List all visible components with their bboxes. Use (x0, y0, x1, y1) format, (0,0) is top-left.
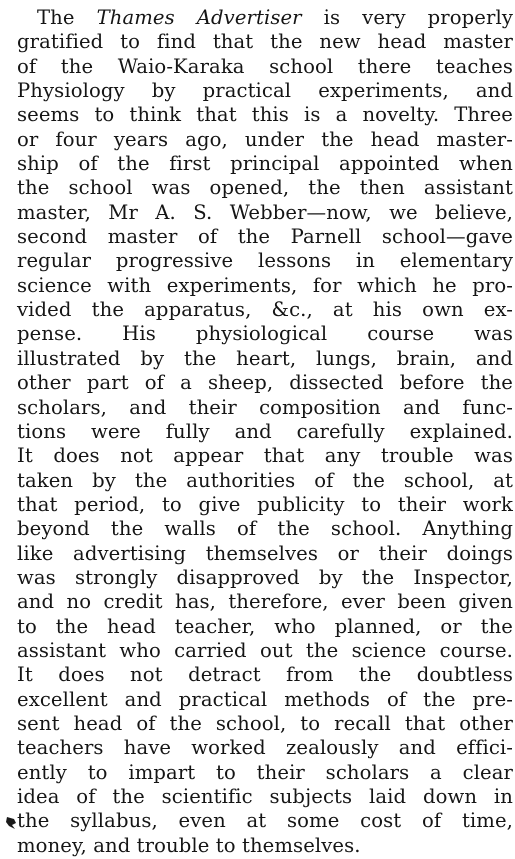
article-line (17, 6, 513, 30)
article-line: the school was opened, the then assistant (17, 176, 513, 200)
article-line: other part of a sheep, dissected before the (17, 371, 513, 395)
article-line: the syllabus, even at some cost of time, (17, 809, 513, 833)
article-line: excellent and practical methods of the pre- (17, 687, 513, 711)
newspaper-article (17, 6, 513, 858)
article-line: second master of the Parnell school—gave (17, 225, 513, 249)
article-line: It does not appear that any trouble was (17, 444, 513, 468)
publication-name: Thames Advertiser (96, 6, 302, 29)
article-line: ship of the first principal appointed when (17, 152, 513, 176)
article-line: money, and trouble to themselves. (17, 833, 361, 857)
article-line: of the Waio-Karaka school there teaches (17, 54, 513, 78)
article-line: Physiology by practical experiments, and (17, 79, 513, 103)
article-line: pense. His physiological course was (17, 322, 513, 346)
article-line: regular progressive lessons in elementary (17, 249, 513, 273)
article-line: assistant who carried out the science course. (17, 638, 513, 662)
article-line: ently to impart to their scholars a clear (17, 760, 513, 784)
ink-smudge-mark (5, 816, 17, 830)
article-line: to the head teacher, who planned, or the (17, 614, 513, 638)
article-line-start: The (37, 6, 97, 29)
article-line: that period, to give publicity to their work (17, 492, 513, 516)
article-line: beyond the walls of the school. Anything (17, 517, 513, 541)
article-line: and no credit has, therefore, ever been given (17, 590, 513, 614)
article-line: sent head of the school, to recall that other (17, 711, 513, 735)
article-line: teachers have worked zealously and effici- (17, 736, 513, 760)
article-line: tions were fully and carefully explained. (17, 419, 513, 443)
article-line: scholars, and their composition and func- (17, 395, 513, 419)
article-line: gratified to find that the new head master (17, 30, 513, 54)
article-line: or four years ago, under the head master- (17, 127, 513, 151)
article-line: vided the apparatus, &c., at his own ex- (17, 298, 513, 322)
article-line: taken by the authorities of the school, at (17, 468, 513, 492)
article-line: master, Mr A. S. Webber—now, we believe, (17, 200, 513, 224)
article-line: It does not detract from the doubtless (17, 663, 513, 687)
article-line-end: is very properly (301, 6, 513, 29)
article-line: was strongly disapproved by the Inspector, (17, 565, 513, 589)
article-line: science with experiments, for which he pro- (17, 273, 513, 297)
article-line: idea of the scientific subjects laid down in (17, 785, 513, 808)
article-line: seems to think that this is a novelty. Three (17, 103, 513, 127)
article-line: illustrated by the heart, lungs, brain, and (17, 346, 513, 370)
article-line: like advertising themselves or their doings (17, 541, 513, 565)
